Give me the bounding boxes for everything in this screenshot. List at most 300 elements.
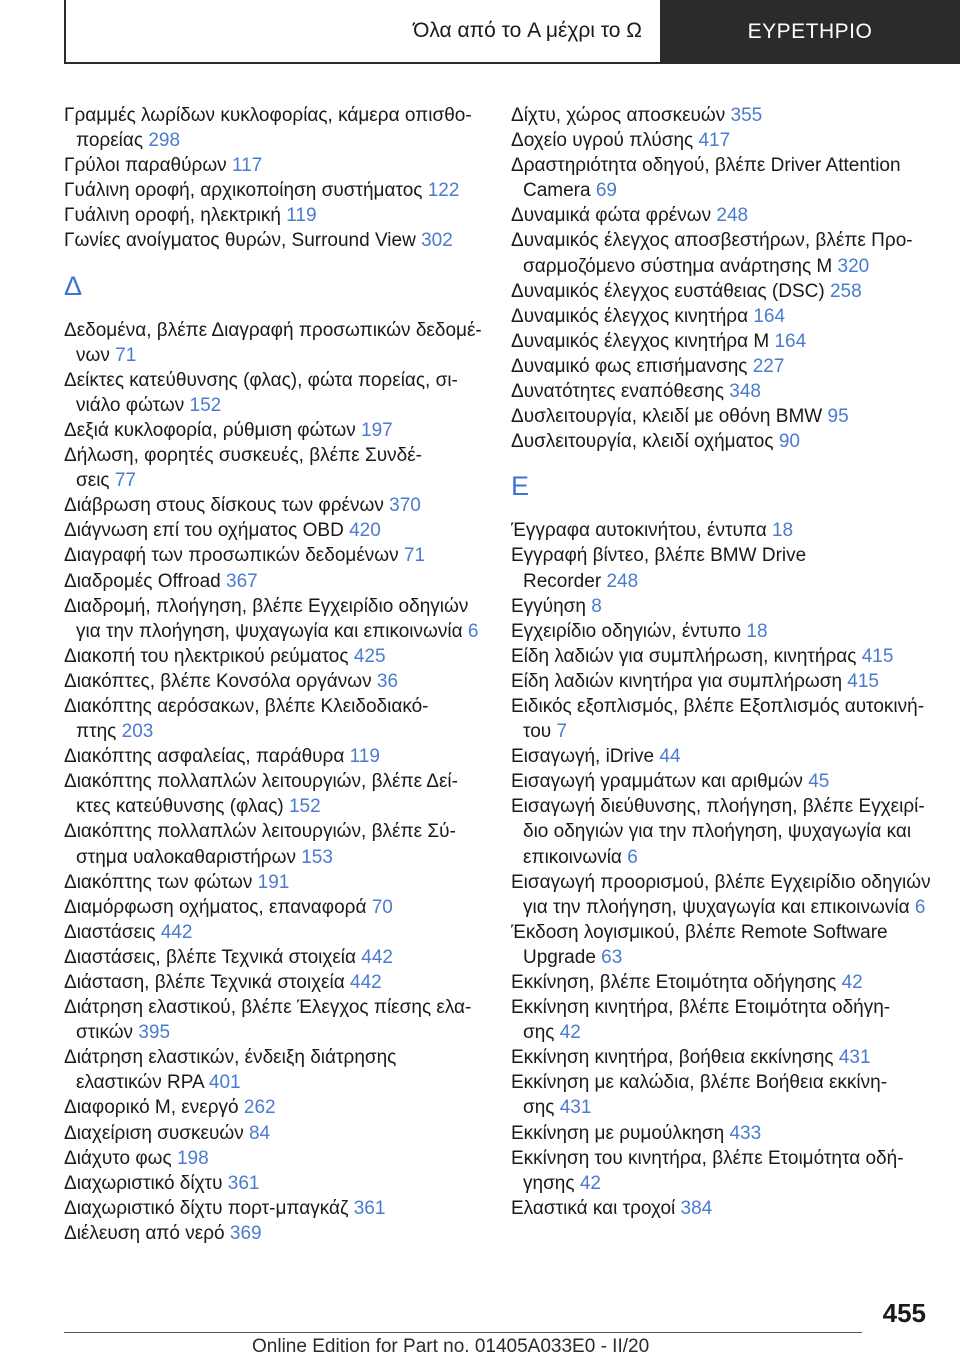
index-entry-line xyxy=(511,719,931,744)
index-entry-text: Camera xyxy=(523,180,591,202)
index-entry-line xyxy=(511,945,931,970)
index-entry-line xyxy=(511,329,931,354)
index-entry-text: Διάβρωση στους δίσκους των φρένων xyxy=(64,495,384,517)
index-entry xyxy=(511,1196,931,1221)
index-entry-line xyxy=(511,1196,931,1221)
index-entry-text: Είδη λαδιών για συμπλήρωση, κινητήρας xyxy=(511,645,857,667)
index-page-link[interactable]: 369 xyxy=(229,1222,262,1244)
index-page-link[interactable]: 298 xyxy=(148,130,181,152)
index-page-link[interactable]: 153 xyxy=(301,846,333,868)
index-entry-line xyxy=(511,594,931,619)
index-page-link[interactable]: 44 xyxy=(659,746,681,768)
index-entry-line xyxy=(511,995,931,1020)
index-page-link[interactable]: 18 xyxy=(746,620,768,642)
index-entry-line xyxy=(511,379,931,404)
index-entry-line xyxy=(511,279,931,304)
index-entry-text: Διαχωριστικό δίχτυ xyxy=(64,1172,223,1194)
index-entry-text: Διάσταση, βλέπε Τεχνικά στοιχεία xyxy=(64,972,345,993)
index-entry-text: Εγγύηση xyxy=(511,595,586,617)
index-page-link[interactable]: 95 xyxy=(827,406,849,428)
index-entry-text: Διακόπτης των φώτων xyxy=(64,871,253,893)
index-entry xyxy=(511,769,931,794)
index-entry-line xyxy=(511,153,931,178)
index-entry xyxy=(511,228,931,278)
index-entry-line xyxy=(511,128,931,153)
index-page-link[interactable]: 191 xyxy=(257,871,290,893)
index-entry-text: Διακόπτης πολλαπλών λειτουργιών, βλέπε Δεί- xyxy=(64,771,458,793)
index-entry-text: Δυναμικά φώτα φρένων xyxy=(511,205,712,227)
index-page-link[interactable]: 197 xyxy=(361,419,393,441)
index-page-link[interactable]: 361 xyxy=(227,1172,260,1194)
index-page-link[interactable]: 6 xyxy=(627,846,638,868)
index-entry-text: Δυνατότητες εναπόθεσης xyxy=(511,381,724,403)
index-entry-text: Εισαγωγή διεύθυνσης, πλοήγηση, βλέπε Εγχειρί- xyxy=(511,796,925,818)
index-entry-text: Διακοπή του ηλεκτρικού ρεύματος xyxy=(64,645,349,667)
index-page-link[interactable]: 302 xyxy=(421,230,453,252)
index-entry xyxy=(64,945,484,970)
index-entry-text: Δήλωση, φορητές συσκευές, βλέπε Συνδέ- xyxy=(64,445,422,467)
index-page-link[interactable]: 431 xyxy=(838,1047,871,1069)
index-entry-text: Έκδοση λογισμικού, βλέπε Remote Software xyxy=(511,921,888,943)
index-entry-text: Εκκίνηση με καλώδια, βλέπε Βοήθεια εκκίνη- xyxy=(511,1072,888,1094)
index-entry-line xyxy=(511,694,931,719)
index-entry-text: Γυάλινη οροφή, ηλεκτρική xyxy=(64,205,281,227)
index-entry-line xyxy=(64,594,484,619)
index-entry xyxy=(511,644,931,669)
index-entry-line xyxy=(511,870,931,895)
index-entry xyxy=(64,493,484,518)
index-entry xyxy=(64,1095,484,1120)
index-entry-line xyxy=(64,103,484,128)
index-entry-text: Δυσλειτουργία, κλειδί με οθόνη BMW xyxy=(511,406,823,428)
index-entry-line xyxy=(511,669,931,694)
index-entry-line xyxy=(511,254,931,279)
index-page-link[interactable]: 417 xyxy=(698,130,731,152)
index-entry-line xyxy=(511,1171,931,1196)
index-entry-line xyxy=(64,794,484,819)
index-entry-text: Διακόπτης πολλαπλών λειτουργιών, βλέπε Σύ- xyxy=(64,821,456,843)
index-entry-line xyxy=(64,819,484,844)
index-entry xyxy=(511,594,931,619)
index-entry xyxy=(511,920,931,970)
index-entry-line xyxy=(64,418,484,443)
index-page-link[interactable]: 42 xyxy=(559,1022,581,1044)
index-entry-text: Εκκίνηση κινητήρα, βλέπε Ετοιμότητα οδήγη- xyxy=(511,997,891,1019)
index-entry-line xyxy=(64,343,484,368)
index-page-link[interactable]: 320 xyxy=(837,255,870,277)
index-page-link[interactable]: 152 xyxy=(189,394,222,416)
index-entry-line xyxy=(511,203,931,228)
index-entry-line xyxy=(64,1146,484,1171)
index-page-link[interactable]: 119 xyxy=(286,205,317,227)
index-entry-text: διο οδηγιών για την πλοήγηση, ψυχαγωγία και xyxy=(523,821,912,843)
index-entry xyxy=(64,368,484,418)
index-entry-text: για την πλοήγηση, ψυχαγωγία και επικοινωνία xyxy=(523,896,910,918)
index-entry xyxy=(64,1196,484,1221)
index-entry-line xyxy=(64,845,484,870)
index-entry-text: Δυναμικός έλεγχος αποσβεστήρων, βλέπε Προ- xyxy=(511,230,913,252)
index-entry-line xyxy=(511,794,931,819)
index-entry xyxy=(64,920,484,945)
index-entry xyxy=(64,228,484,253)
index-page-link[interactable]: 117 xyxy=(231,155,263,177)
index-entry-text: Upgrade xyxy=(523,946,596,968)
index-entry xyxy=(511,329,931,354)
index-page-link[interactable]: 70 xyxy=(371,896,393,918)
index-entry-text: Διαχείριση συσκευών xyxy=(64,1122,244,1144)
index-page-link[interactable]: 71 xyxy=(403,545,426,567)
index-entry-text: Εκκίνηση του κινητήρα, βλέπε Ετοιμότητα οδή- xyxy=(511,1147,904,1169)
index-page-link[interactable]: 7 xyxy=(556,721,568,743)
index-entry-text: Έγγραφα αυτοκινήτου, έντυπα xyxy=(511,520,767,542)
index-entry xyxy=(511,404,931,429)
index-entry-line xyxy=(511,1070,931,1095)
index-entry-line xyxy=(511,819,931,844)
index-entry-line xyxy=(64,1020,484,1045)
index-page-link[interactable]: 262 xyxy=(243,1097,276,1119)
index-page-link[interactable]: 45 xyxy=(808,771,830,793)
index-column-right xyxy=(511,103,931,1221)
index-entry-line xyxy=(64,468,484,493)
index-entry-text: πτης xyxy=(76,721,117,743)
index-page-link[interactable]: 420 xyxy=(349,520,381,542)
index-entry-line xyxy=(511,920,931,945)
index-page-link[interactable]: 6 xyxy=(914,896,926,918)
index-page-link[interactable]: 348 xyxy=(729,381,761,403)
index-entry xyxy=(511,103,931,128)
index-page-link[interactable]: 6 xyxy=(467,620,479,642)
index-entry-text: του xyxy=(523,721,552,743)
index-entry xyxy=(511,379,931,404)
page-number: 455 xyxy=(882,1298,926,1328)
index-entry xyxy=(64,895,484,920)
index-entry-line xyxy=(64,153,484,178)
index-entry xyxy=(64,669,484,694)
index-entry-line xyxy=(511,744,931,769)
index-entry-line xyxy=(64,744,484,769)
index-entry-line xyxy=(64,443,484,468)
index-entry xyxy=(64,543,484,568)
index-page-link[interactable]: 203 xyxy=(121,721,154,743)
index-entry-line xyxy=(64,128,484,153)
index-entry-text: Διάτρηση ελαστικών, ένδειξη διάτρησης xyxy=(64,1047,397,1069)
index-page-link[interactable]: 431 xyxy=(559,1097,592,1119)
index-entry-text: Διέλευση από νερό xyxy=(64,1222,225,1244)
index-entry-text: Διάγνωση επί του οχήματος OBD xyxy=(64,520,344,542)
index-entry-text: Είδη λαδιών κινητήρα για συμπλήρωση xyxy=(511,670,843,692)
index-entry-line xyxy=(511,543,931,568)
index-entry xyxy=(511,694,931,744)
index-entry-line xyxy=(64,1095,484,1120)
index-entry-line xyxy=(64,178,484,203)
index-page-link[interactable]: 63 xyxy=(601,946,623,968)
index-page-link[interactable]: 42 xyxy=(579,1172,601,1194)
index-entry xyxy=(511,203,931,228)
index-entry-text: Εκκίνηση κινητήρα, βοήθεια εκκίνησης xyxy=(511,1047,834,1069)
index-entry-line xyxy=(511,103,931,128)
index-entry xyxy=(64,418,484,443)
index-entry xyxy=(64,153,484,178)
index-entry-text: Εκκίνηση, βλέπε Ετοιμότητα οδήγησης xyxy=(511,972,837,993)
index-entry-text: Εισαγωγή, iDrive xyxy=(511,746,655,768)
index-entry xyxy=(64,694,484,744)
index-entry-text: Διαφορικό M, ενεργό xyxy=(64,1097,239,1119)
index-entry-line xyxy=(64,569,484,594)
index-entry-text: κτες κατεύθυνσης (φλας) xyxy=(76,796,284,818)
index-letter-heading: Ε xyxy=(511,471,530,502)
index-page-link[interactable]: 361 xyxy=(353,1197,386,1219)
index-entry-line xyxy=(64,970,484,995)
index-page-link[interactable]: 442 xyxy=(160,921,193,943)
index-page-link[interactable]: 425 xyxy=(353,645,386,667)
index-letter-heading: Δ xyxy=(64,270,83,301)
index-page-link[interactable]: 69 xyxy=(595,180,617,202)
index-entry-text: Δοχείο υγρού πλύσης xyxy=(511,130,694,152)
index-entry-line xyxy=(64,995,484,1020)
index-entry xyxy=(511,354,931,379)
index-entry-line xyxy=(511,304,931,329)
index-page-link[interactable]: 71 xyxy=(115,344,137,366)
index-entry xyxy=(511,1070,931,1120)
index-entry xyxy=(64,318,484,368)
index-entry-text: σης xyxy=(523,1097,555,1119)
index-entry-text: Δεξιά κυκλοφορία, ρύθμιση φώτων xyxy=(64,419,356,441)
index-page-link[interactable]: 227 xyxy=(752,355,785,377)
index-entry-text: Recorder xyxy=(523,570,602,592)
index-entry xyxy=(64,203,484,228)
index-entry xyxy=(511,543,931,593)
index-entry-line xyxy=(64,318,484,343)
index-entry-line xyxy=(64,619,484,644)
index-entry-text: Εγχειρίδιο οδηγιών, έντυπο xyxy=(511,620,742,642)
index-entry-text: Γυάλινη οροφή, αρχικοποίηση συστήματος xyxy=(64,180,423,202)
index-section-tab[interactable]: ΕΥΡΕΤΗΡΙΟ xyxy=(660,0,960,64)
index-entry-line xyxy=(511,644,931,669)
index-entry-line xyxy=(64,870,484,895)
index-column-left xyxy=(64,103,484,1246)
index-entry xyxy=(511,870,931,920)
index-entry-text: Διακόπτης αερόσακων, βλέπε Κλειδοδιακό- xyxy=(64,695,429,717)
index-entry-text: Δυσλειτουργία, κλειδί οχήματος xyxy=(511,431,774,453)
index-page-link[interactable]: 198 xyxy=(176,1147,209,1169)
index-entry xyxy=(511,1146,931,1196)
index-entry-text: Γρύλοι παραθύρων xyxy=(64,155,227,177)
index-entry xyxy=(64,644,484,669)
index-entry-line xyxy=(64,1070,484,1095)
index-page-link[interactable]: 8 xyxy=(591,595,602,617)
index-page-link[interactable]: 415 xyxy=(847,670,879,692)
index-entry-line xyxy=(64,719,484,744)
index-entry-text: Δείκτες κατεύθυνσης (φλας), φώτα πορείας, σι- xyxy=(64,369,458,391)
index-entry xyxy=(511,153,931,203)
index-page-link[interactable]: 164 xyxy=(774,330,807,352)
index-entry-text: Διαστάσεις xyxy=(64,921,156,943)
index-entry-text: νιάλο φώτων xyxy=(76,394,185,416)
index-entry-line xyxy=(511,178,931,203)
index-entry-text: Δυναμικός έλεγχος ευστάθειας (DSC) xyxy=(511,280,825,302)
chapter-title-tab[interactable]: Όλα από το A μέχρι το Ω xyxy=(64,0,660,64)
index-page-link[interactable]: 384 xyxy=(680,1197,713,1219)
index-entry xyxy=(511,995,931,1045)
index-entry-line xyxy=(511,404,931,429)
index-page-link[interactable]: 248 xyxy=(606,570,639,592)
index-page-link[interactable]: 248 xyxy=(716,205,749,227)
index-page-link[interactable]: 442 xyxy=(361,946,393,968)
index-entry-line xyxy=(64,1171,484,1196)
index-entry-text: Διάτρηση ελαστικού, βλέπε Έλεγχος πίεσης ελα- xyxy=(64,997,472,1019)
index-entry-line xyxy=(511,619,931,644)
index-entry-text: Δραστηριότητα οδηγού, βλέπε Driver Attention xyxy=(511,155,901,177)
index-entry xyxy=(511,1045,931,1070)
index-page-link[interactable]: 442 xyxy=(350,972,382,993)
index-entry-text: Διαδρομές Offroad xyxy=(64,570,221,592)
index-entry-line xyxy=(64,945,484,970)
index-entry xyxy=(64,970,484,995)
index-page-link[interactable]: 433 xyxy=(729,1122,762,1144)
index-entry-line xyxy=(64,228,484,253)
index-page-link[interactable]: 122 xyxy=(427,180,460,202)
index-entry-line xyxy=(64,203,484,228)
index-entry xyxy=(64,819,484,869)
index-page-link[interactable]: 42 xyxy=(841,972,863,993)
index-entry-text: Διαστάσεις, βλέπε Τεχνικά στοιχεία xyxy=(64,946,357,968)
index-page-link[interactable]: 84 xyxy=(248,1122,271,1144)
index-entry-text: Γωνίες ανοίγματος θυρών, Surround View xyxy=(64,230,416,252)
index-entry-text: Δυναμικός έλεγχος κινητήρα xyxy=(511,305,749,327)
index-entry xyxy=(64,594,484,644)
index-entry xyxy=(64,744,484,769)
index-entry-text: Εκκίνηση με ρυμούλκηση xyxy=(511,1122,725,1144)
index-entry xyxy=(511,518,931,543)
index-entry-text: για την πλοήγηση, ψυχαγωγία και επικοινωνία xyxy=(76,620,463,642)
index-entry xyxy=(64,569,484,594)
index-entry-text: Δίχτυ, χώρος αποσκευών xyxy=(511,105,726,126)
index-entry-text: Διαδρομή, πλοήγηση, βλέπε Εγχειρίδιο οδηγιών xyxy=(64,595,469,617)
index-entry-line xyxy=(511,1146,931,1171)
index-entry xyxy=(511,128,931,153)
index-entry-line xyxy=(511,1020,931,1045)
index-entry xyxy=(64,1221,484,1246)
index-entry-line xyxy=(64,1221,484,1246)
index-entry xyxy=(64,870,484,895)
index-entry-line xyxy=(64,368,484,393)
index-entry-line xyxy=(64,895,484,920)
index-entry-text: σεις xyxy=(76,470,110,492)
index-page-link[interactable]: 77 xyxy=(114,470,136,492)
index-entry-line xyxy=(511,769,931,794)
index-entry-line xyxy=(511,845,931,870)
index-entry-text: Δυναμικό φως επισήμανσης xyxy=(511,355,748,377)
index-entry-line xyxy=(64,1045,484,1070)
index-entry-line xyxy=(64,920,484,945)
index-entry-text: Εγγραφή βίντεο, βλέπε BMW Drive xyxy=(511,545,807,567)
index-page-link[interactable]: 370 xyxy=(389,495,421,517)
index-page-link[interactable]: 415 xyxy=(861,645,894,667)
index-entry xyxy=(64,1171,484,1196)
index-page-link[interactable]: 258 xyxy=(829,280,862,302)
index-entry xyxy=(64,769,484,819)
index-entry xyxy=(511,279,931,304)
index-page-link[interactable]: 119 xyxy=(349,746,380,768)
index-entry-text: Δυναμικός έλεγχος κινητήρα M xyxy=(511,330,770,352)
index-page-link[interactable]: 152 xyxy=(288,796,321,818)
index-entry-text: Εισαγωγή γραμμάτων και αριθμών xyxy=(511,771,803,793)
page-header xyxy=(64,0,960,64)
index-entry-line xyxy=(511,970,931,995)
index-entry-text: στημα υαλοκαθαριστήρων xyxy=(76,846,296,868)
index-page-link[interactable]: 164 xyxy=(753,305,786,327)
index-entry xyxy=(64,443,484,493)
index-entry-text: πορείας xyxy=(76,130,144,152)
index-entry xyxy=(511,304,931,329)
index-entry-line xyxy=(511,354,931,379)
index-entry xyxy=(64,1146,484,1171)
index-page-link[interactable]: 395 xyxy=(138,1022,171,1044)
index-entry-line xyxy=(64,543,484,568)
index-entry-text: σαρμοζόμενο σύστημα ανάρτησης M xyxy=(523,255,833,277)
index-entry-text: ελαστικών RPA xyxy=(76,1072,204,1094)
index-entry-line xyxy=(64,669,484,694)
index-entry-line xyxy=(511,518,931,543)
index-entry-line xyxy=(511,1095,931,1120)
index-page-link[interactable]: 36 xyxy=(376,670,399,692)
index-entry-line xyxy=(511,429,931,454)
index-entry-line xyxy=(64,1121,484,1146)
index-entry-line xyxy=(511,895,931,920)
index-page-link[interactable]: 401 xyxy=(208,1072,241,1094)
index-entry-text: Διάχυτο φως xyxy=(64,1147,172,1169)
index-entry xyxy=(64,103,484,153)
index-entry xyxy=(511,794,931,869)
index-entry-text: Εισαγωγή προορισμού, βλέπε Εγχειρίδιο οδηγιών xyxy=(511,871,931,893)
index-entry-line xyxy=(511,1045,931,1070)
index-entry-line xyxy=(64,644,484,669)
index-entry-line xyxy=(511,228,931,253)
index-entry-line xyxy=(64,393,484,418)
index-page-link[interactable]: 355 xyxy=(730,105,763,126)
index-entry-text: Διαμόρφωση οχήματος, επαναφορά xyxy=(64,896,367,918)
index-entry-line xyxy=(64,1196,484,1221)
index-entry xyxy=(511,429,931,454)
index-entry-line xyxy=(511,569,931,594)
index-entry xyxy=(511,970,931,995)
index-entry-text: νων xyxy=(76,344,110,366)
index-entry-text: Ελαστικά και τροχοί xyxy=(511,1197,676,1219)
index-entry-text: Διακόπτης ασφαλείας, παράθυρα xyxy=(64,746,345,768)
index-entry-text: επικοινωνία xyxy=(523,846,622,868)
index-entry-line xyxy=(64,769,484,794)
index-entry-text: Διακόπτες, βλέπε Κονσόλα οργάνων xyxy=(64,670,372,692)
index-entry-line xyxy=(511,1121,931,1146)
index-entry xyxy=(511,744,931,769)
footer-edition: Online Edition for Part no. 01405A033E0 - II/20 xyxy=(252,1336,650,1357)
index-page-link[interactable]: 18 xyxy=(771,520,794,542)
index-entry xyxy=(64,178,484,203)
index-entry-text: Γραμμές λωρίδων κυκλοφορίας, κάμερα οπισθο- xyxy=(64,105,472,126)
footer-divider xyxy=(64,1332,862,1333)
index-page-link[interactable]: 367 xyxy=(226,570,258,592)
index-entry-text: Διαχωριστικό δίχτυ πορτ-μπαγκάζ xyxy=(64,1197,349,1219)
index-entry xyxy=(64,1045,484,1095)
index-entry-text: Ειδικός εξοπλισμός, βλέπε Εξοπλισμός αυτοκινή- xyxy=(511,695,925,717)
index-entry-text: στικών xyxy=(76,1022,134,1044)
index-entry-line xyxy=(64,493,484,518)
index-entry xyxy=(64,995,484,1045)
index-page-link[interactable]: 90 xyxy=(778,431,800,453)
index-entry-text: γησης xyxy=(523,1172,575,1194)
index-entry-text: σης xyxy=(523,1022,555,1044)
index-entry-line xyxy=(64,518,484,543)
